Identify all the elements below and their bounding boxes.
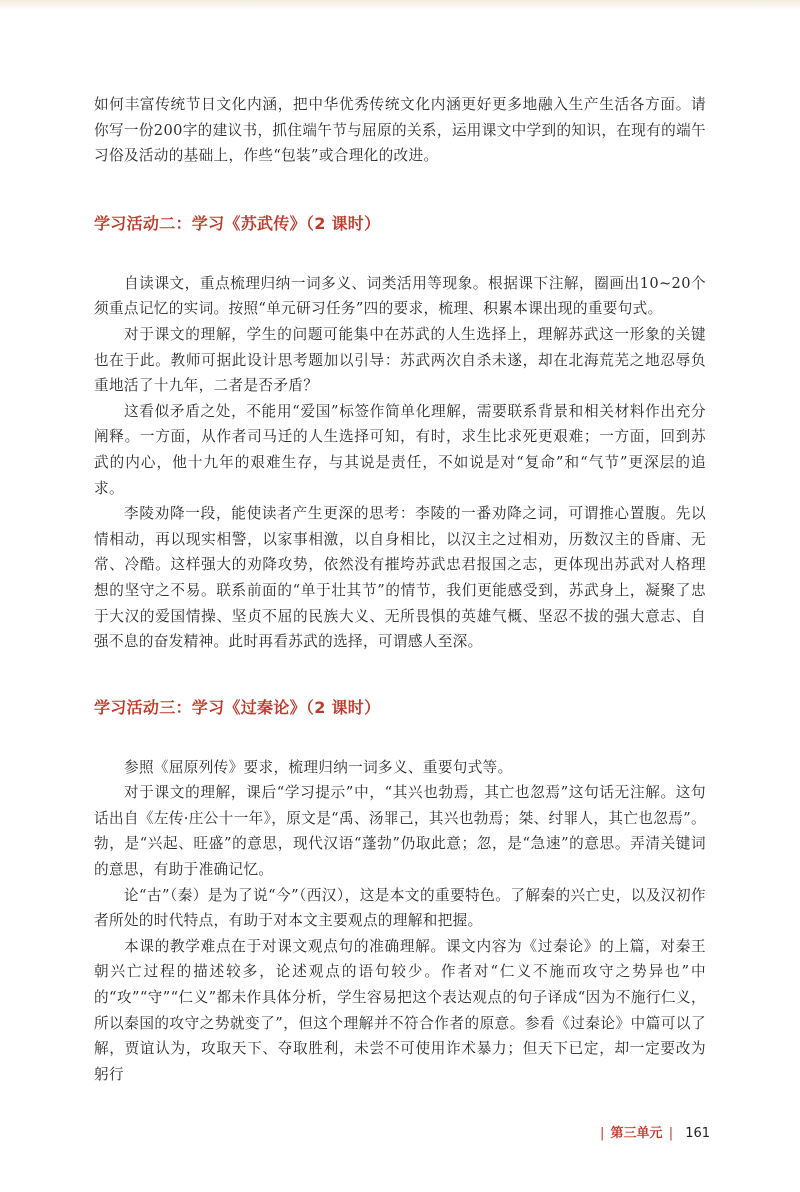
- intro-paragraph: 如何丰富传统节日文化内涵，把中华优秀传统文化内涵更好更多地融入生产生活各方面。请你写一份200字的建议书，抓住端午节与屈原的关系，运用课文中学到的知识，在现有的端午习俗及活动的基础上，作些“包装”或合理化的改进。: [94, 96, 706, 165]
- activity-2-paragraph: 自读课文，重点梳理归纳一词多义、词类活用等现象。根据课下注解，圈画出10~20个须重点记忆的实词。按照“单元研习任务”四的要求，梳理、积累本课出现的重要句式。: [94, 274, 706, 318]
- page-number: 161: [685, 1126, 711, 1141]
- activity-3-paragraph: 本课的教学难点在于对课文观点句的准确理解。课文内容为《过秦论》的上篇，对秦王朝兴亡过程的描述较多，论述观点的语句较少。作者对“仁义不施而攻守之势异也”中的“攻”“守”“仁义”都未作具体分析，学生容易把这个表达观点的句子译成“因为不施行仁义，所以秦国的攻守之势就变了”，但这个理解并不符合作者的原意。参看《过秦论》中篇可以了解，贾谊认为，攻取天下、夺取胜利，未尝不可使用诈术暴力；但天下已定，却一定要改为躬行: [94, 937, 706, 1083]
- page-footer: [600, 1125, 710, 1143]
- footer-separator-right: |: [668, 1126, 674, 1141]
- footer-separator-left: |: [600, 1126, 605, 1141]
- activity-3-paragraph: 参照《屈原列传》要求，梳理归纳一词多义、重要句式等。: [124, 758, 513, 776]
- activity-2-body: [94, 271, 706, 655]
- activity-2-paragraph: 对于课文的理解，学生的问题可能集中在苏武的人生选择上，理解苏武这一形象的关键也在于此。教师可据此设计思考题加以引导：苏武两次自杀未遂，却在北海荒芜之地忍辱负重地活了十九年，二者是否矛盾？: [94, 325, 706, 395]
- document-page: [94, 92, 706, 1087]
- activity-3-body: [94, 755, 706, 1088]
- activity-3-heading: 学习活动三：学习《过秦论》（2 课时）: [94, 697, 381, 717]
- activity-2-paragraph: 这看似矛盾之处，不能用“爱国”标签作简单化理解，需要联系背景和相关材料作出充分阐释。一方面，从作者司马迁的人生选择可知，有时，求生比求死更艰难；一方面，回到苏武的内心，他十九年的艰难生存，与其说是责任，不如说是对“复命”和“气节”更深层的追求。: [94, 402, 706, 497]
- page-top-strip: [0, 0, 800, 10]
- footer-unit-label: 第三单元: [610, 1126, 663, 1141]
- activity-3-paragraph: 论“古”（秦）是为了说“今”（西汉），这是本文的重要特色。了解秦的兴亡史，以及汉初作者所处的时代特点，有助于对本文主要观点的理解和把握。: [94, 886, 706, 930]
- activity-3-paragraph: 对于课文的理解，课后“学习提示”中，“其兴也勃焉，其亡也忽焉”这句话无注解。这句话出自《左传·庄公十一年》，原文是“禹、汤罪己，其兴也勃焉；桀、纣罪人，其亡也忽焉”。勃，是“兴起、旺盛”的意思，现代汉语“蓬勃”仍取此意；忽，是“急速”的意思。弄清关键词的意思，有助于准确记忆。: [94, 784, 706, 879]
- activity-2-paragraph: 李陵劝降一段，能使读者产生更深的思考：李陵的一番劝降之词，可谓推心置腹。先以情相动，再以现实相警，以家事相激，以自身相比，以汉主之过相劝，历数汉主的昏庸、无常、冷酷。这样强大的劝降攻势，依然没有摧垮苏武忠君报国之志，更体现出苏武对人格理想的坚守之不易。联系前面的“单于壮其节”的情节，我们更能感受到，苏武身上，凝聚了忠于大汉的爱国情操、坚贞不屈的民族大义、无所畏惧的英雄气概、坚忍不拔的强大意志、自强不息的奋发精神。此时再看苏武的选择，可谓感人至深。: [94, 505, 706, 651]
- activity-2-heading: 学习活动二：学习《苏武传》（2 课时）: [94, 213, 381, 233]
